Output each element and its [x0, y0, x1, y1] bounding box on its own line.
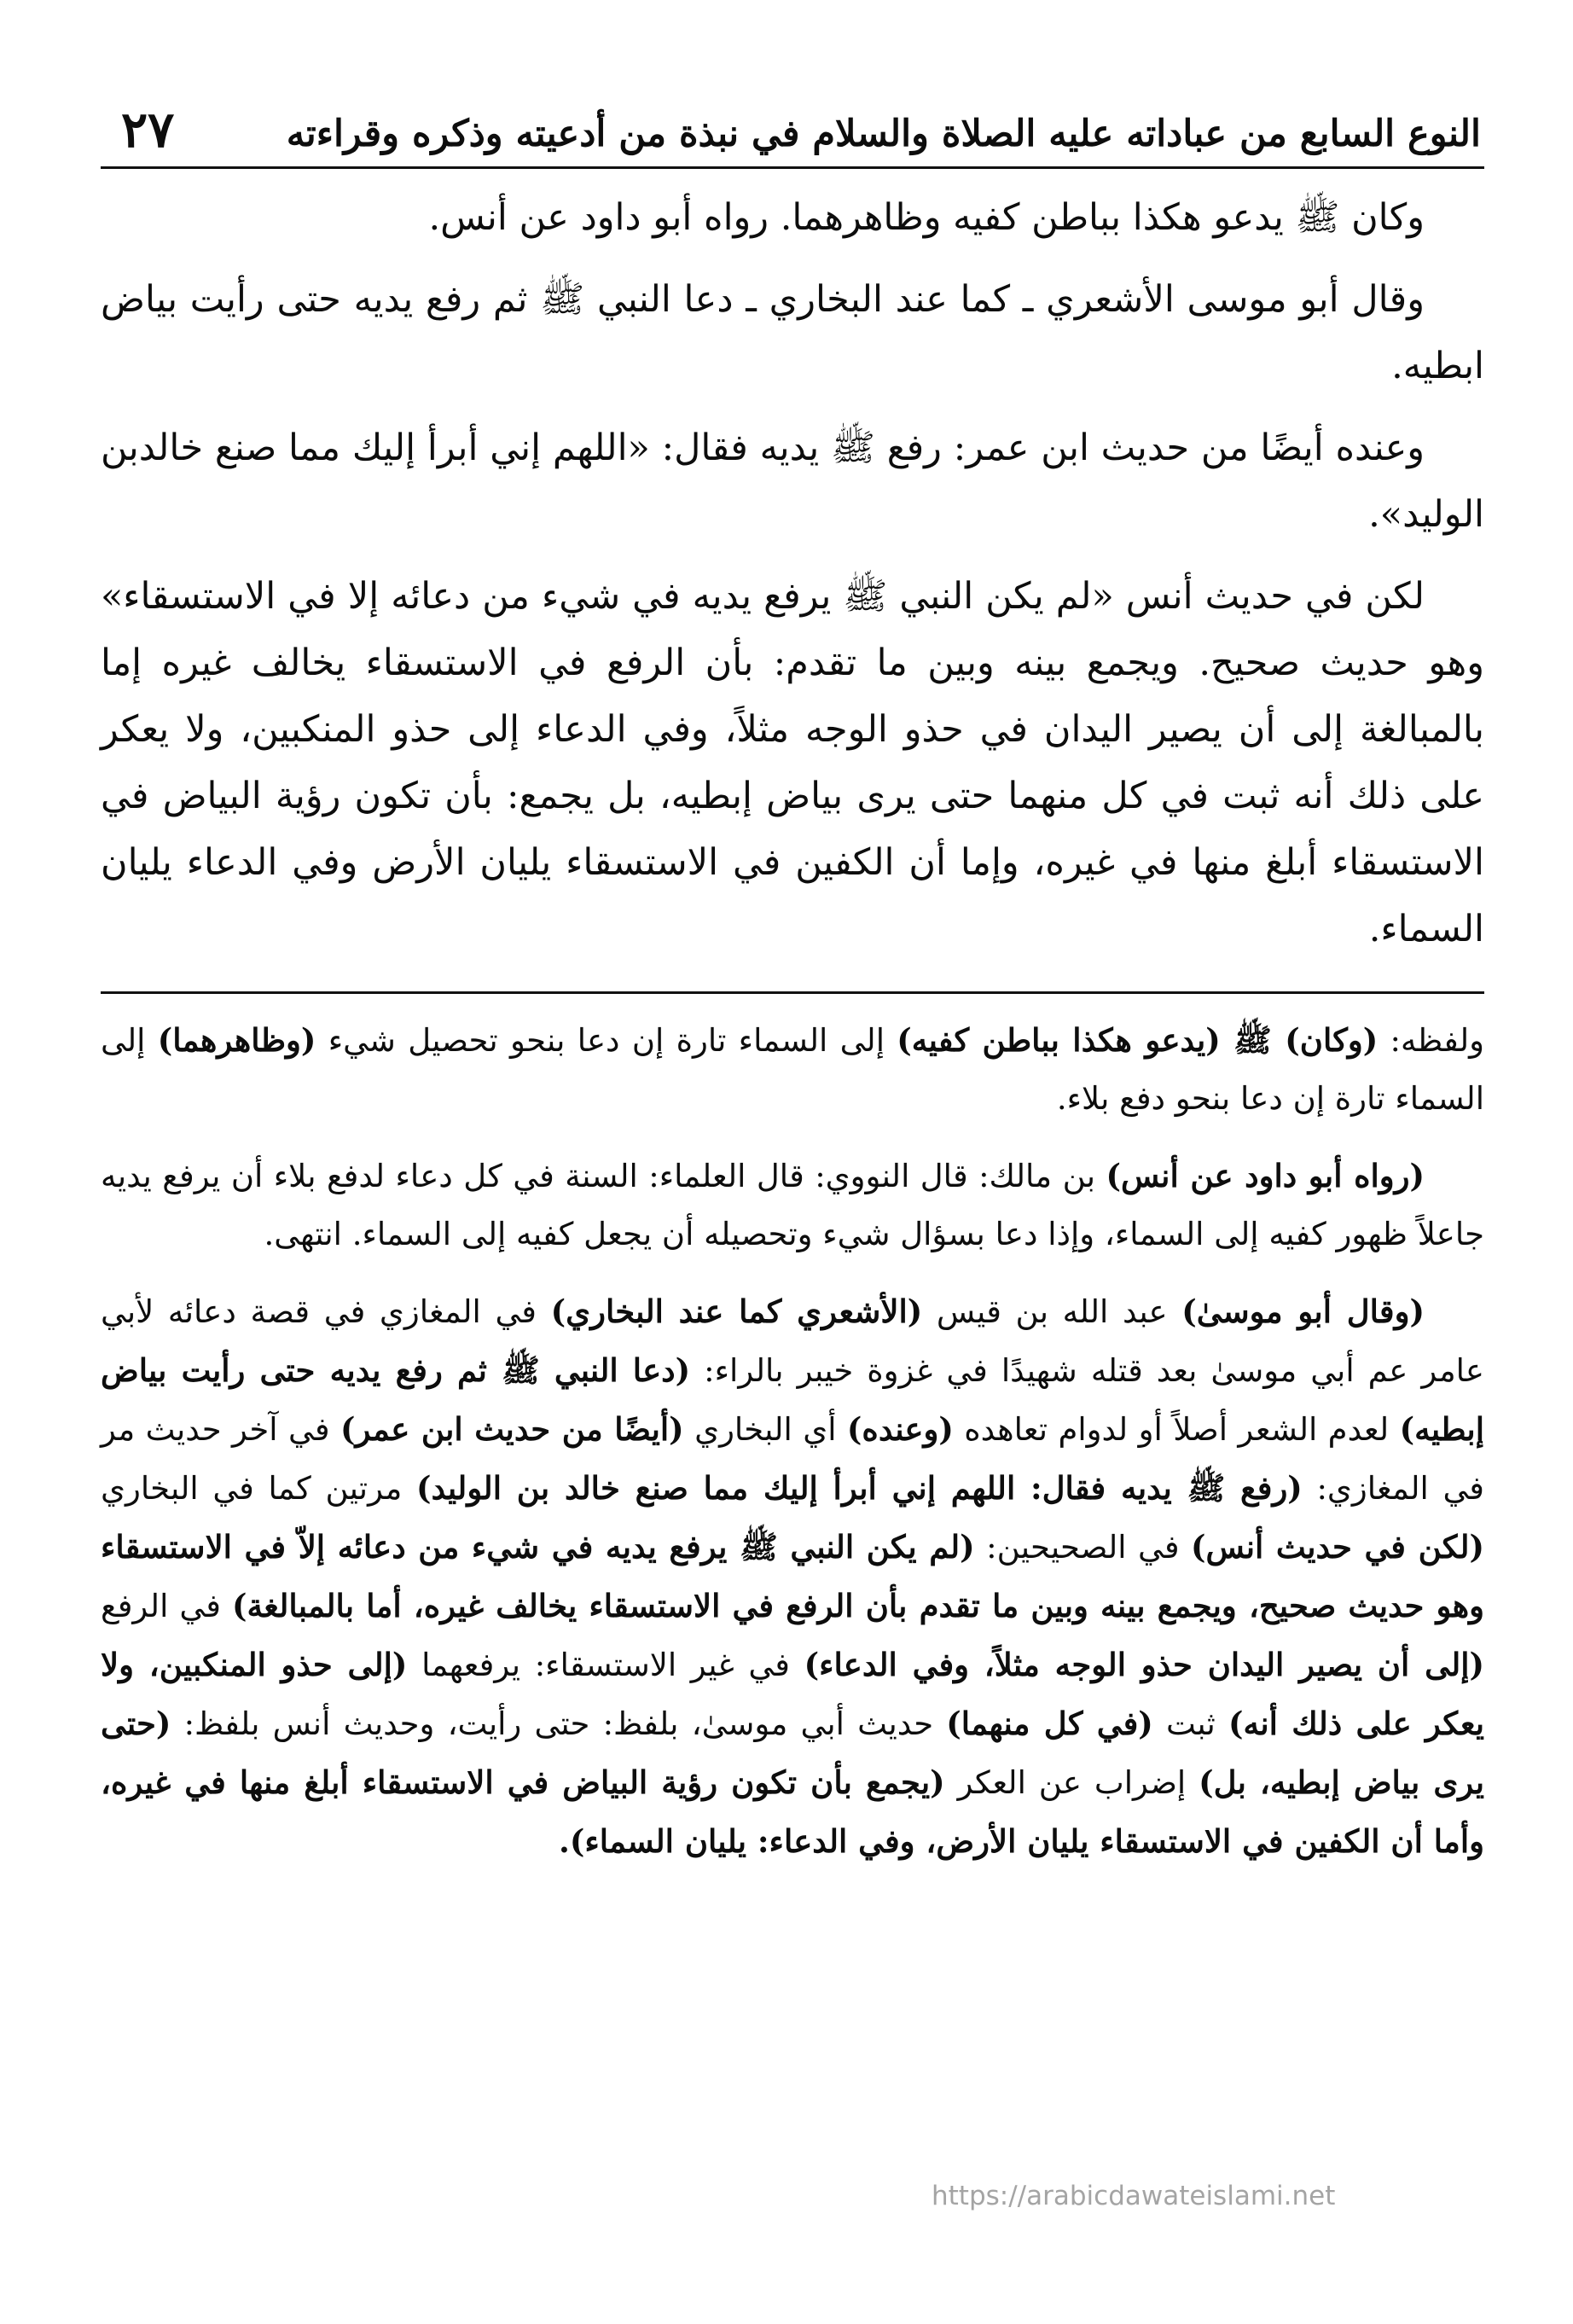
quoted-text: (الأشعري كما عند البخاري) — [550, 1293, 923, 1330]
commentary-text: في المغازي في قصة دعائه لأبي عامر عم أبي موسىٰ بعد قتله شهيدًا في غزوة خيبر بالراء: — [101, 1293, 1484, 1389]
main-text — [101, 184, 1484, 962]
quoted-text: (إلى حذو المنكبين، ولا يعكر على ذلك أنه) — [101, 1646, 1484, 1742]
quoted-text: (دعا النبي ﷺ ثم رفع يديه حتى رأيت بياض إبطيه) — [101, 1351, 1484, 1448]
quoted-text: (رواه أبو داود عن أنس) — [1106, 1157, 1425, 1194]
main-paragraph: لكن في حديث أنس «لم يكن النبي ﷺ يرفع يديه في شيء من دعائه إلا في الاستسقاء» وهو حديث صحيح. ويجمع بينه وبين ما تقدم: بأن الرفع في الاستسقاء يخالف غيره إما بالمبالغة إلى أن يصير اليدان في حذو الوجه مثلاً، وفي الدعاء إلى حذو المنكبين، ولا يعكر على ذلك أنه ثبت في كل منهما حتى يرى بياض إبطيه، بل يجمع: بأن تكون رؤية البياض في الاستسقاء أبلغ منها في غيره، وإما أن الكفين في الاستسقاء يليان الأرض وفي الدعاء يليان السماء. — [101, 575, 1484, 950]
commentary-text: في الصحيحين: — [974, 1529, 1192, 1566]
quoted-text: (لم يكن النبي ﷺ يرفع يديه في شيء من دعائه إلاّ في الاستسقاء وهو حديث صحيح، ويجمع بينه وبين ما تقدم بأن الرفع في الاستسقاء يخالف غيره، أما بالمبالغة) — [101, 1528, 1484, 1624]
commentary-text: حديث أبي موسىٰ، بلفظ: حتى رأيت، وحديث أنس بلفظ: — [171, 1705, 947, 1742]
main-paragraph: وعنده أيضًا من حديث ابن عمر: رفع ﷺ يديه فقال: «اللهم إني أبرأ إليك مما صنع خالدبن الوليد». — [101, 427, 1484, 536]
commentary-text: مرتين كما في البخاري — [101, 1470, 416, 1507]
quoted-text: (وظاهرهما) — [157, 1021, 316, 1059]
commentary-text: إلى السماء تارة إن دعا بنحو تحصيل شيء — [316, 1022, 897, 1059]
commentary-text: في الرفع — [101, 1588, 232, 1624]
quoted-text: (لكن في حديث أنس) — [1191, 1528, 1484, 1566]
quoted-text: (وعنده) — [846, 1410, 954, 1448]
quoted-text: (حتى يرى بياض إبطيه، بل) — [101, 1705, 1484, 1801]
commentary-text: عبد الله بن قيس — [922, 1293, 1182, 1330]
quoted-text: (يجمع بأن تكون رؤية البياض في الاستسقاء أبلغ منها في غيره، وأما أن الكفين في الاستسقاء يليان الأرض، وفي الدعاء: يليان السماء). — [101, 1763, 1484, 1860]
commentary-text: إلى السماء تارة إن دعا بنحو دفع بلاء. — [101, 1022, 1484, 1117]
quoted-text: (وكان) ﷺ (يدعو هكذا بباطن كفيه) — [897, 1021, 1379, 1059]
commentary-text: ولفظه: — [1378, 1022, 1485, 1059]
quoted-text: (في كل منهما) — [946, 1705, 1153, 1742]
quoted-text: (أيضًا من حديث ابن عمر) — [340, 1410, 684, 1448]
page-header — [101, 75, 1484, 169]
commentary-paragraph — [101, 1011, 1484, 1128]
commentary-paragraph — [101, 1282, 1484, 1871]
commentary-text: إضراب عن العكر — [944, 1764, 1199, 1801]
commentary-text: في آخر حديث مر في المغازي: — [101, 1411, 1484, 1507]
commentary-text: لعدم الشعر أصلاً أو لدوام تعاهده — [953, 1411, 1400, 1448]
book-page — [101, 75, 1484, 1890]
main-paragraph: وكان ﷺ يدعو هكذا بباطن كفيه وظاهرهما. رواه أبو داود عن أنس. — [428, 196, 1425, 239]
running-title: النوع السابع من عباداته عليه الصلاة والسلام في نبذة من أدعيته وذكره وقراءته — [286, 112, 1481, 155]
commentary-text: في غير الاستسقاء: يرفعهما — [407, 1647, 804, 1683]
commentary-text: بن مالك: قال النووي: قال العلماء: السنة في كل دعاء لدفع بلاء أن يرفع يديه جاعلاً ظهور كفيه إلى السماء، وإذا دعا بسؤال شيء وتحصيله أن يجعل كفيه إلى السماء. انتهى. — [101, 1158, 1484, 1252]
footnote-divider — [101, 991, 1484, 994]
watermark-url: https://arabicdawateislami.net — [932, 2181, 1336, 2211]
quoted-text: (وقال أبو موسىٰ) — [1181, 1293, 1425, 1330]
main-paragraph: وقال أبو موسى الأشعري ـ كما عند البخاري ـ دعا النبي ﷺ ثم رفع يديه حتى رأيت بياض ابطيه. — [101, 278, 1484, 387]
commentary-text: ثبت — [1152, 1705, 1229, 1742]
commentary-text: أي البخاري — [683, 1411, 847, 1448]
quoted-text: (رفع ﷺ يديه فقال: اللهم إني أبرأ إليك مما صنع خالد بن الوليد) — [415, 1469, 1303, 1507]
commentary-section — [101, 1011, 1484, 1871]
commentary-paragraph — [101, 1147, 1484, 1264]
page-number: ٢٧ — [121, 101, 175, 159]
quoted-text: (إلى أن يصير اليدان حذو الوجه مثلاً، وفي الدعاء) — [804, 1646, 1485, 1683]
